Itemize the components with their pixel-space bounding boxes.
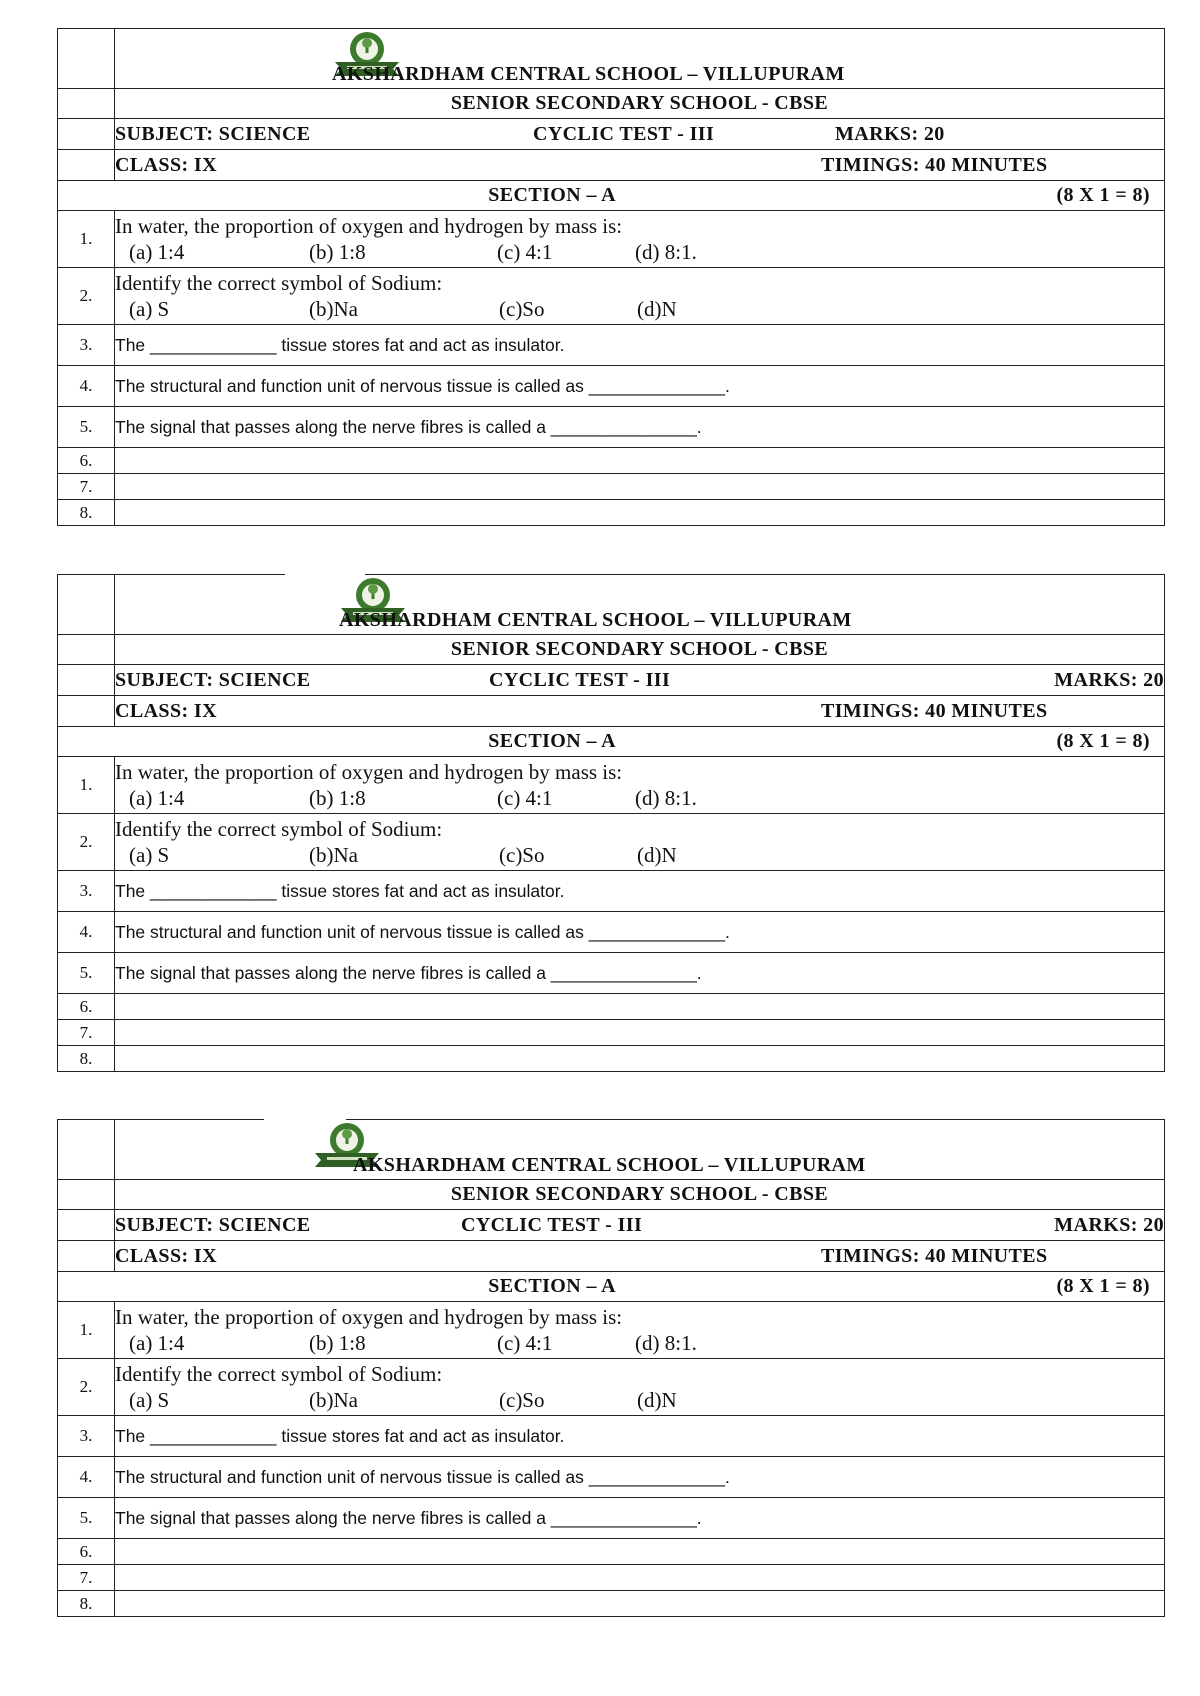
question-row xyxy=(58,814,1165,871)
option-c: (c) 4:1 xyxy=(497,1331,553,1355)
question-row xyxy=(58,1046,1165,1072)
question-row xyxy=(58,1591,1165,1617)
option-b: (b)Na xyxy=(309,1388,358,1412)
question-number: 8. xyxy=(58,1591,115,1617)
option-d: (d)N xyxy=(637,1388,677,1412)
subject-label: SUBJECT: SCIENCE xyxy=(115,668,311,691)
question-text: In water, the proportion of oxygen and hydrogen by mass is: xyxy=(115,760,623,784)
question-row xyxy=(58,953,1165,994)
timings-label: TIMINGS: 40 MINUTES xyxy=(821,1244,1048,1267)
timings-label: TIMINGS: 40 MINUTES xyxy=(821,153,1048,176)
question-text: The signal that passes along the nerve fibres is called a _______________. xyxy=(115,953,1165,994)
question-text: The structural and function unit of nervous tissue is called as ______________. xyxy=(115,366,1165,407)
question-number: 3. xyxy=(58,325,115,366)
option-a: (a) 1:4 xyxy=(129,240,185,264)
board-name: SENIOR SECONDARY SCHOOL - CBSE xyxy=(450,92,829,114)
option-a: (a) 1:4 xyxy=(129,1331,185,1355)
question-number: 1. xyxy=(58,211,115,268)
question-row xyxy=(58,1416,1165,1457)
question-paper-copy-2 xyxy=(57,574,1165,1072)
question-row xyxy=(58,757,1165,814)
question-paper-copy-1 xyxy=(57,28,1165,526)
question-row xyxy=(58,1359,1165,1416)
board-name: SENIOR SECONDARY SCHOOL - CBSE xyxy=(450,1183,829,1205)
question-number: 6. xyxy=(58,994,115,1020)
option-c: (c)So xyxy=(499,297,545,321)
question-number: 8. xyxy=(58,500,115,526)
option-b: (b)Na xyxy=(309,843,358,867)
class-label: CLASS: IX xyxy=(115,153,217,176)
question-text: The signal that passes along the nerve fibres is called a _______________. xyxy=(115,407,1165,448)
option-b: (b)Na xyxy=(309,297,358,321)
question-number: 3. xyxy=(58,1416,115,1457)
option-b: (b) 1:8 xyxy=(309,240,366,264)
question-paper-copy-3 xyxy=(57,1119,1165,1617)
option-a: (a) 1:4 xyxy=(129,786,185,810)
option-b: (b) 1:8 xyxy=(309,786,366,810)
question-row xyxy=(58,1565,1165,1591)
section-title: SECTION – A xyxy=(488,184,616,206)
question-text: Identify the correct symbol of Sodium: xyxy=(115,1362,443,1386)
marks-label: MARKS: 20 xyxy=(835,122,945,145)
question-row xyxy=(58,366,1165,407)
question-row xyxy=(58,912,1165,953)
question-row xyxy=(58,474,1165,500)
question-number: 1. xyxy=(58,1302,115,1359)
question-number: 5. xyxy=(58,1498,115,1539)
question-number: 3. xyxy=(58,871,115,912)
marks-label: MARKS: 20 xyxy=(1054,1213,1164,1236)
test-name: CYCLIC TEST - III xyxy=(533,122,715,145)
question-text: In water, the proportion of oxygen and hydrogen by mass is: xyxy=(115,1305,623,1329)
question-number: 7. xyxy=(58,474,115,500)
section-title: SECTION – A xyxy=(488,1275,616,1297)
question-row xyxy=(58,994,1165,1020)
subject-label: SUBJECT: SCIENCE xyxy=(115,122,311,145)
question-row xyxy=(58,1020,1165,1046)
class-label: CLASS: IX xyxy=(115,1244,217,1267)
question-row xyxy=(58,1457,1165,1498)
question-row xyxy=(58,407,1165,448)
board-name: SENIOR SECONDARY SCHOOL - CBSE xyxy=(450,638,829,660)
question-text: The signal that passes along the nerve fibres is called a _______________. xyxy=(115,1498,1165,1539)
question-row xyxy=(58,448,1165,474)
question-row xyxy=(58,1539,1165,1565)
question-text: The structural and function unit of nervous tissue is called as ______________. xyxy=(115,1457,1165,1498)
question-row xyxy=(58,500,1165,526)
section-marks: (8 X 1 = 8) xyxy=(1056,184,1150,206)
question-text: The _____________ tissue stores fat and act as insulator. xyxy=(115,1416,1165,1457)
option-a: (a) S xyxy=(129,843,170,867)
question-number: 2. xyxy=(58,814,115,871)
question-number: 4. xyxy=(58,912,115,953)
option-b: (b) 1:8 xyxy=(309,1331,366,1355)
subject-label: SUBJECT: SCIENCE xyxy=(115,1213,311,1236)
question-number: 4. xyxy=(58,366,115,407)
option-d: (d) 8:1. xyxy=(635,1331,697,1355)
question-text: The structural and function unit of nervous tissue is called as ______________. xyxy=(115,912,1165,953)
question-number: 5. xyxy=(58,953,115,994)
question-row xyxy=(58,211,1165,268)
question-row xyxy=(58,1498,1165,1539)
test-name: CYCLIC TEST - III xyxy=(461,1213,643,1236)
school-name: AKSHARDHAM CENTRAL SCHOOL – VILLUPURAM xyxy=(353,1154,866,1176)
option-a: (a) S xyxy=(129,1388,170,1412)
option-a: (a) S xyxy=(129,297,170,321)
option-c: (c) 4:1 xyxy=(497,786,553,810)
class-label: CLASS: IX xyxy=(115,699,217,722)
question-number: 4. xyxy=(58,1457,115,1498)
timings-label: TIMINGS: 40 MINUTES xyxy=(821,699,1048,722)
question-number: 6. xyxy=(58,1539,115,1565)
section-title: SECTION – A xyxy=(488,730,616,752)
question-number: 7. xyxy=(58,1020,115,1046)
question-number: 1. xyxy=(58,757,115,814)
option-d: (d) 8:1. xyxy=(635,240,697,264)
section-marks: (8 X 1 = 8) xyxy=(1056,1275,1150,1297)
option-d: (d)N xyxy=(637,297,677,321)
question-number: 2. xyxy=(58,1359,115,1416)
question-row xyxy=(58,325,1165,366)
question-text: The _____________ tissue stores fat and act as insulator. xyxy=(115,871,1165,912)
question-number: 5. xyxy=(58,407,115,448)
section-marks: (8 X 1 = 8) xyxy=(1056,730,1150,752)
question-row xyxy=(58,1302,1165,1359)
question-row xyxy=(58,871,1165,912)
option-c: (c) 4:1 xyxy=(497,240,553,264)
question-row xyxy=(58,268,1165,325)
question-text: Identify the correct symbol of Sodium: xyxy=(115,817,443,841)
question-text: The _____________ tissue stores fat and act as insulator. xyxy=(115,325,1165,366)
school-name: AKSHARDHAM CENTRAL SCHOOL – VILLUPURAM xyxy=(332,63,845,85)
question-text: Identify the correct symbol of Sodium: xyxy=(115,271,443,295)
question-number: 8. xyxy=(58,1046,115,1072)
option-c: (c)So xyxy=(499,1388,545,1412)
question-number: 6. xyxy=(58,448,115,474)
question-text: In water, the proportion of oxygen and hydrogen by mass is: xyxy=(115,214,623,238)
test-name: CYCLIC TEST - III xyxy=(489,668,671,691)
question-number: 2. xyxy=(58,268,115,325)
marks-label: MARKS: 20 xyxy=(1054,668,1164,691)
question-number: 7. xyxy=(58,1565,115,1591)
option-d: (d) 8:1. xyxy=(635,786,697,810)
option-d: (d)N xyxy=(637,843,677,867)
option-c: (c)So xyxy=(499,843,545,867)
school-name: AKSHARDHAM CENTRAL SCHOOL – VILLUPURAM xyxy=(339,609,852,631)
